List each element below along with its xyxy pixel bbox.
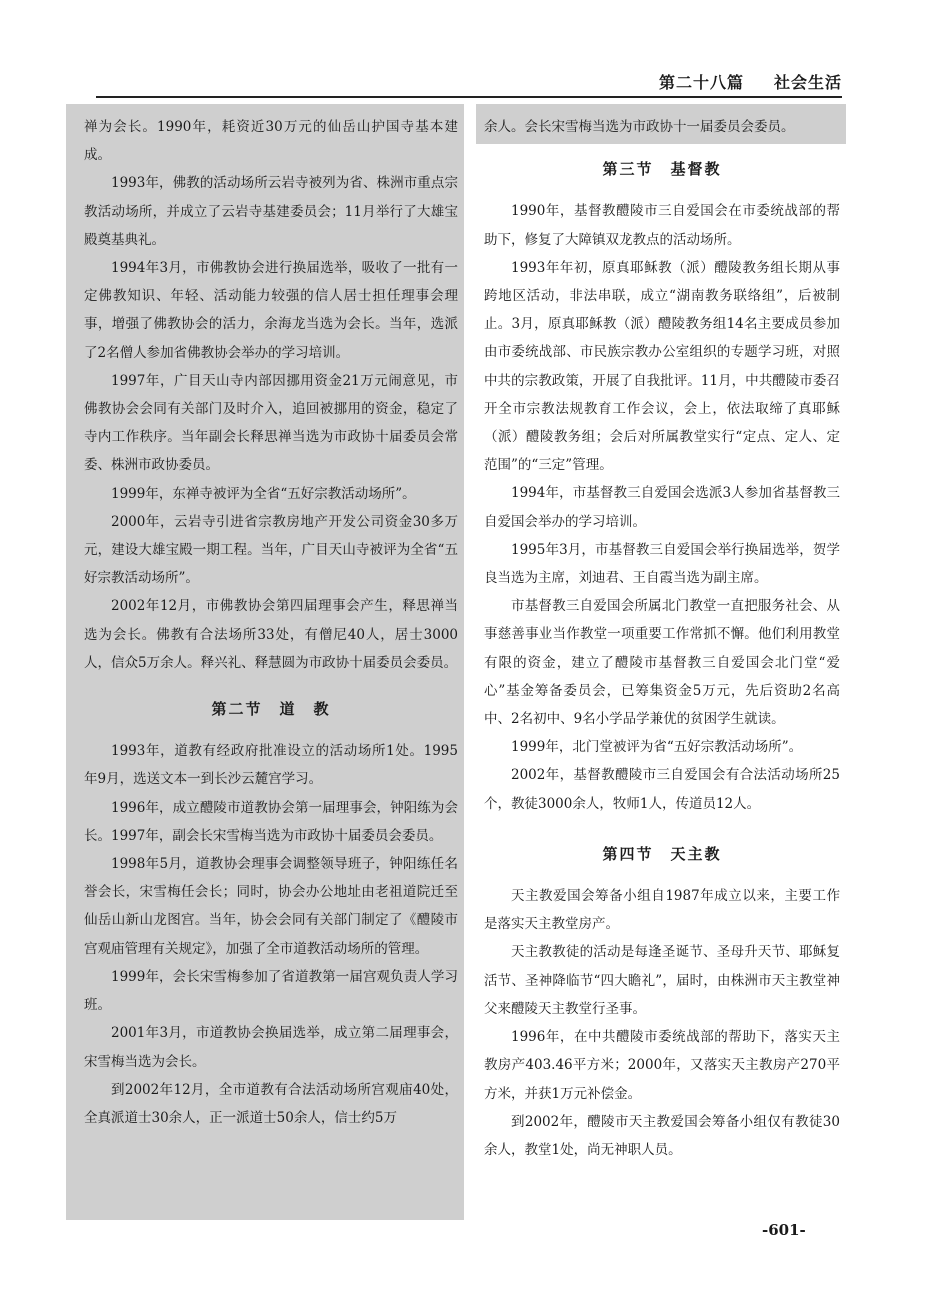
- paragraph: 2002年12月，市佛教协会第四届理事会产生，释思禅当选为会长。佛教有合法场所33处，有僧尼40人，居士3000人，信众5万余人。释兴礼、释慧圆为市政协十届委员会委员。: [84, 598, 458, 671]
- paragraph: 1998年5月，道教协会理事会调整领导班子，钟阳练任名誉会长，宋雪梅任会长；同时，协会办公地址由老祖道院迁至仙岳山新山龙图宫。当年，协会会同有关部门制定了《醴陵市宫观庙管理有关规定》，加强了全市道教活动场所的管理。: [84, 856, 458, 957]
- section-heading-catholicism: 第四节 天主教: [602, 844, 722, 863]
- paragraph: 1997年，广目天山寺内部因挪用资金21万元闹意见，市佛教协会会同有关部门及时介入，追回被挪用的资金，稳定了寺内工作秩序。当年副会长释思禅当选为市政协十届委员会常委、株洲市政协委员。: [84, 372, 458, 474]
- paragraph: 1996年，成立醴陵市道教协会第一届理事会，钟阳练为会长。1997年，副会长宋雪梅当选为市政协十届委员会委员。: [84, 799, 458, 844]
- section-title: 社会生活: [773, 73, 842, 92]
- paragraph: 1993年年初，原真耶稣教（派）醴陵教务组长期从事跨地区活动，非法串联，成立“湖南教务联络组”，后被制止。3月，原真耶稣教（派）醴陵教务组14名主要成员参加由市委统战部、市民族宗教办公室组织的专题学习班，对照中共的宗教政策，开展了自我批评。11月，中共醴陵市委召开全市宗教法规教育工作会议，会上，依法取缔了真耶稣（派）醴陵教务组；会后对所属教堂实行“定点、定人、定范围”的“三定”管理。: [484, 259, 840, 474]
- paragraph: 1993年，道教有经政府批准设立的活动场所1处。1995年9月，选送文本一到长沙云麓宫学习。: [84, 743, 458, 788]
- paragraph: 2001年3月，市道教协会换届选举，成立第二届理事会，宋雪梅当选为会长。: [84, 1025, 458, 1070]
- paragraph: 2002年，基督教醴陵市三自爱国会有合法活动场所25个，教徒3000余人，牧师1人，传道员12人。: [484, 767, 840, 812]
- chapter-title: 第二十八篇: [658, 73, 744, 92]
- paragraph: 1993年，佛教的活动场所云岩寺被列为省、株洲市重点宗教活动场所，并成立了云岩寺基建委员会；11月举行了大雄宝殿奠基典礼。: [84, 175, 458, 248]
- paragraph: 1990年，基督教醴陵市三自爱国会在市委统战部的帮助下，修复了大障镇双龙教点的活动场所。: [484, 203, 840, 248]
- paragraph: 到2002年，醴陵市天主教爱国会筹备小组仅有教徒30余人，教堂1处，尚无神职人员。: [484, 1113, 840, 1158]
- paragraph: 市基督教三自爱国会所属北门教堂一直把服务社会、从事慈善事业当作教堂一项重要工作常抓不懈。他们利用教堂有限的资金，建立了醴陵市基督教三自爱国会北门堂“爱心”基金筹备委员会，已筹集资金5万元，先后资助2名高中、2名初中、9名小学品学兼优的贫困学生就读。: [484, 598, 840, 728]
- section-heading-taoism: 第二节 道 教: [211, 700, 331, 719]
- page-header: [659, 70, 842, 93]
- paragraph: 余人。会长宋雪梅当选为市政协十一届委员会委员。: [484, 119, 795, 135]
- paragraph: 1994年3月，市佛教协会进行换届选举，吸收了一批有一定佛教知识、年轻、活动能力较强的信人居士担任理事会理事，增强了佛教协会的活力，余海龙当选为会长。当年，选派了2名僧人参加省佛教协会举办的学习培训。: [84, 260, 458, 361]
- paragraph: 1999年，东禅寺被评为全省“五好宗教活动场所”。: [111, 485, 416, 502]
- paragraph: 1994年，市基督教三自爱国会选派3人参加省基督教三自爱国会举办的学习培训。: [484, 485, 840, 530]
- paragraph: 到2002年12月，全市道教有合法活动场所宫观庙40处，全真派道士30余人，正一派道士50余人，信士约5万: [84, 1081, 458, 1126]
- paragraph: 1999年，会长宋雪梅参加了省道教第一届宫观负责人学习班。: [84, 968, 458, 1014]
- right-column: [484, 113, 840, 1164]
- page-number: -601-: [762, 1221, 806, 1239]
- paragraph: 1996年，在中共醴陵市委统战部的帮助下，落实天主教房产403.46平方米；2000年，又落实天主教房产270平方米，并获1万元补偿金。: [484, 1029, 840, 1102]
- left-column: [84, 113, 458, 1132]
- paragraph: 禅为会长。1990年，耗资近30万元的仙岳山护国寺基本建成。: [84, 119, 458, 164]
- paragraph: 1999年，北门堂被评为省“五好宗教活动场所”。: [511, 739, 803, 756]
- paragraph: 1995年3月，市基督教三自爱国会举行换届选举，贺学良当选为主席，刘迪君、王自霞当选为副主席。: [484, 541, 840, 587]
- header-rule: [96, 96, 842, 98]
- paragraph: 天主教爱国会筹备小组自1987年成立以来，主要工作是落实天主教堂房产。: [484, 888, 840, 933]
- paragraph: 天主教教徒的活动是每逢圣诞节、圣母升天节、耶稣复活节、圣神降临节“四大瞻礼”，届时，由株洲市天主教堂神父来醴陵天主教堂行圣事。: [484, 944, 840, 1017]
- paragraph: 2000年，云岩寺引进省宗教房地产开发公司资金30多万元，建设大雄宝殿一期工程。当年，广目天山寺被评为全省“五好宗教活动场所”。: [84, 513, 458, 587]
- section-heading-christianity: 第三节 基督教: [602, 160, 722, 179]
